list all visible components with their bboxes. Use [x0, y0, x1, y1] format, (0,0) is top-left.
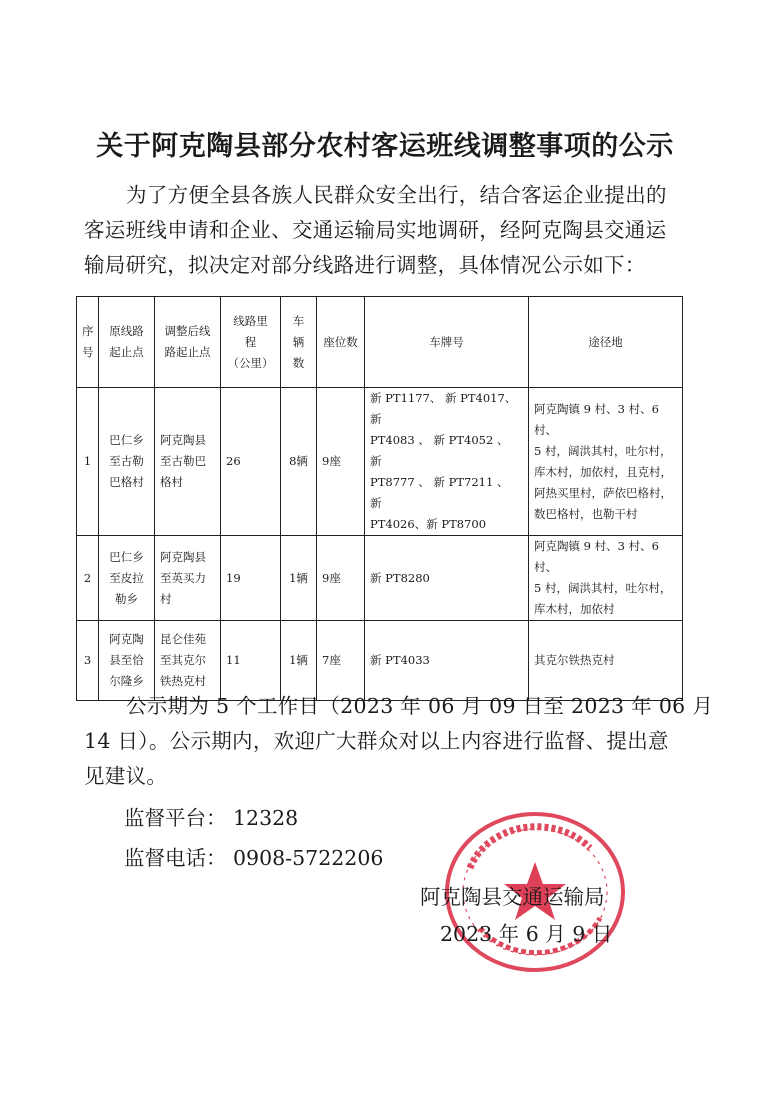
table-row — [77, 388, 683, 536]
table-row — [77, 536, 683, 621]
table-header-row — [77, 297, 683, 388]
page-title: 关于阿克陶县部分农村客运班线调整事项的公示 — [96, 131, 674, 162]
header-seq: 序 号 — [77, 297, 99, 388]
cell-orig: 阿克陶 县至恰 尔隆乡 — [99, 621, 155, 701]
supervision-platform: 监督平台： 12328 — [124, 806, 299, 830]
cell-seats: 9座 — [317, 388, 365, 536]
notice-line-3: 见建议。 — [84, 764, 168, 788]
cell-seq: 1 — [77, 388, 99, 536]
intro-line-2: 客运班线申请和企业、交通运输局实地调研，经阿克陶县交通运 — [84, 218, 667, 242]
cell-adjusted: 阿克陶县 至英买力 村 — [155, 536, 221, 621]
cell-mileage: 26 — [221, 388, 281, 536]
header-via: 途径地 — [529, 297, 683, 388]
notice-line-1: 公示期为 5 个工作日（2023 年 06 月 09 日至 2023 年 06 月 — [126, 694, 714, 718]
cell-via: 其克尔铁热克村 — [529, 621, 683, 701]
cell-vehicles: 1辆 — [281, 536, 317, 621]
intro-line-3: 输局研究，拟决定对部分线路进行调整，具体情况公示如下： — [84, 253, 646, 277]
header-adjusted: 调整后线 路起止点 — [155, 297, 221, 388]
cell-adjusted: 阿克陶县 至古勒巴 格村 — [155, 388, 221, 536]
intro-paragraph — [84, 178, 690, 283]
intro-line-1: 为了方便全县各族人民群众安全出行，结合客运企业提出的 — [126, 183, 667, 207]
cell-orig: 巴仁乡 至古勒 巴格村 — [99, 388, 155, 536]
cell-plates: 新 PT1177、 新 PT4017、 新 PT4083 、 新 PT4052 、 新 PT8777 、 新 PT7211 、 新 PT4026、新 PT8700 — [365, 388, 529, 536]
route-table — [76, 296, 683, 701]
header-orig: 原线路 起止点 — [99, 297, 155, 388]
cell-seq: 2 — [77, 536, 99, 621]
cell-plates: 新 PT4033 — [365, 621, 529, 701]
cell-seq: 3 — [77, 621, 99, 701]
cell-orig: 巴仁乡 至皮拉 勒乡 — [99, 536, 155, 621]
cell-adjusted: 昆仑佳苑 至其克尔 铁热克村 — [155, 621, 221, 701]
header-vehicles: 车 辆 数 — [281, 297, 317, 388]
cell-seats: 9座 — [317, 536, 365, 621]
cell-via: 阿克陶镇 9 村、3 村、6 村、 5 村，阔洪其村，吐尔村， 库木村，加依村，且克村， 阿热买里村，萨依巴格村， 数巴格村，也勒干村 — [529, 388, 683, 536]
cell-vehicles: 8辆 — [281, 388, 317, 536]
cell-via: 阿克陶镇 9 村、3 村、6 村、 5 村，阔洪其村，吐尔村， 库木村，加依村 — [529, 536, 683, 621]
supervision-phone: 监督电话： 0908-5722206 — [124, 846, 384, 870]
notice-line-2: 14 日）。公示期内，欢迎广大群众对以上内容进行监督、提出意 — [84, 729, 669, 753]
header-seats: 座位数 — [317, 297, 365, 388]
header-plates: 车牌号 — [365, 297, 529, 388]
cell-plates: 新 PT8280 — [365, 536, 529, 621]
cell-mileage: 11 — [221, 621, 281, 701]
cell-seats: 7座 — [317, 621, 365, 701]
notice-paragraph — [84, 689, 714, 794]
cell-vehicles: 1辆 — [281, 621, 317, 701]
header-mileage: 线路里 程 （公里） — [221, 297, 281, 388]
issuing-organization: 阿克陶县交通运输局 — [420, 885, 605, 909]
cell-mileage: 19 — [221, 536, 281, 621]
issue-date: 2023 年 6 月 9 日 — [440, 922, 613, 946]
